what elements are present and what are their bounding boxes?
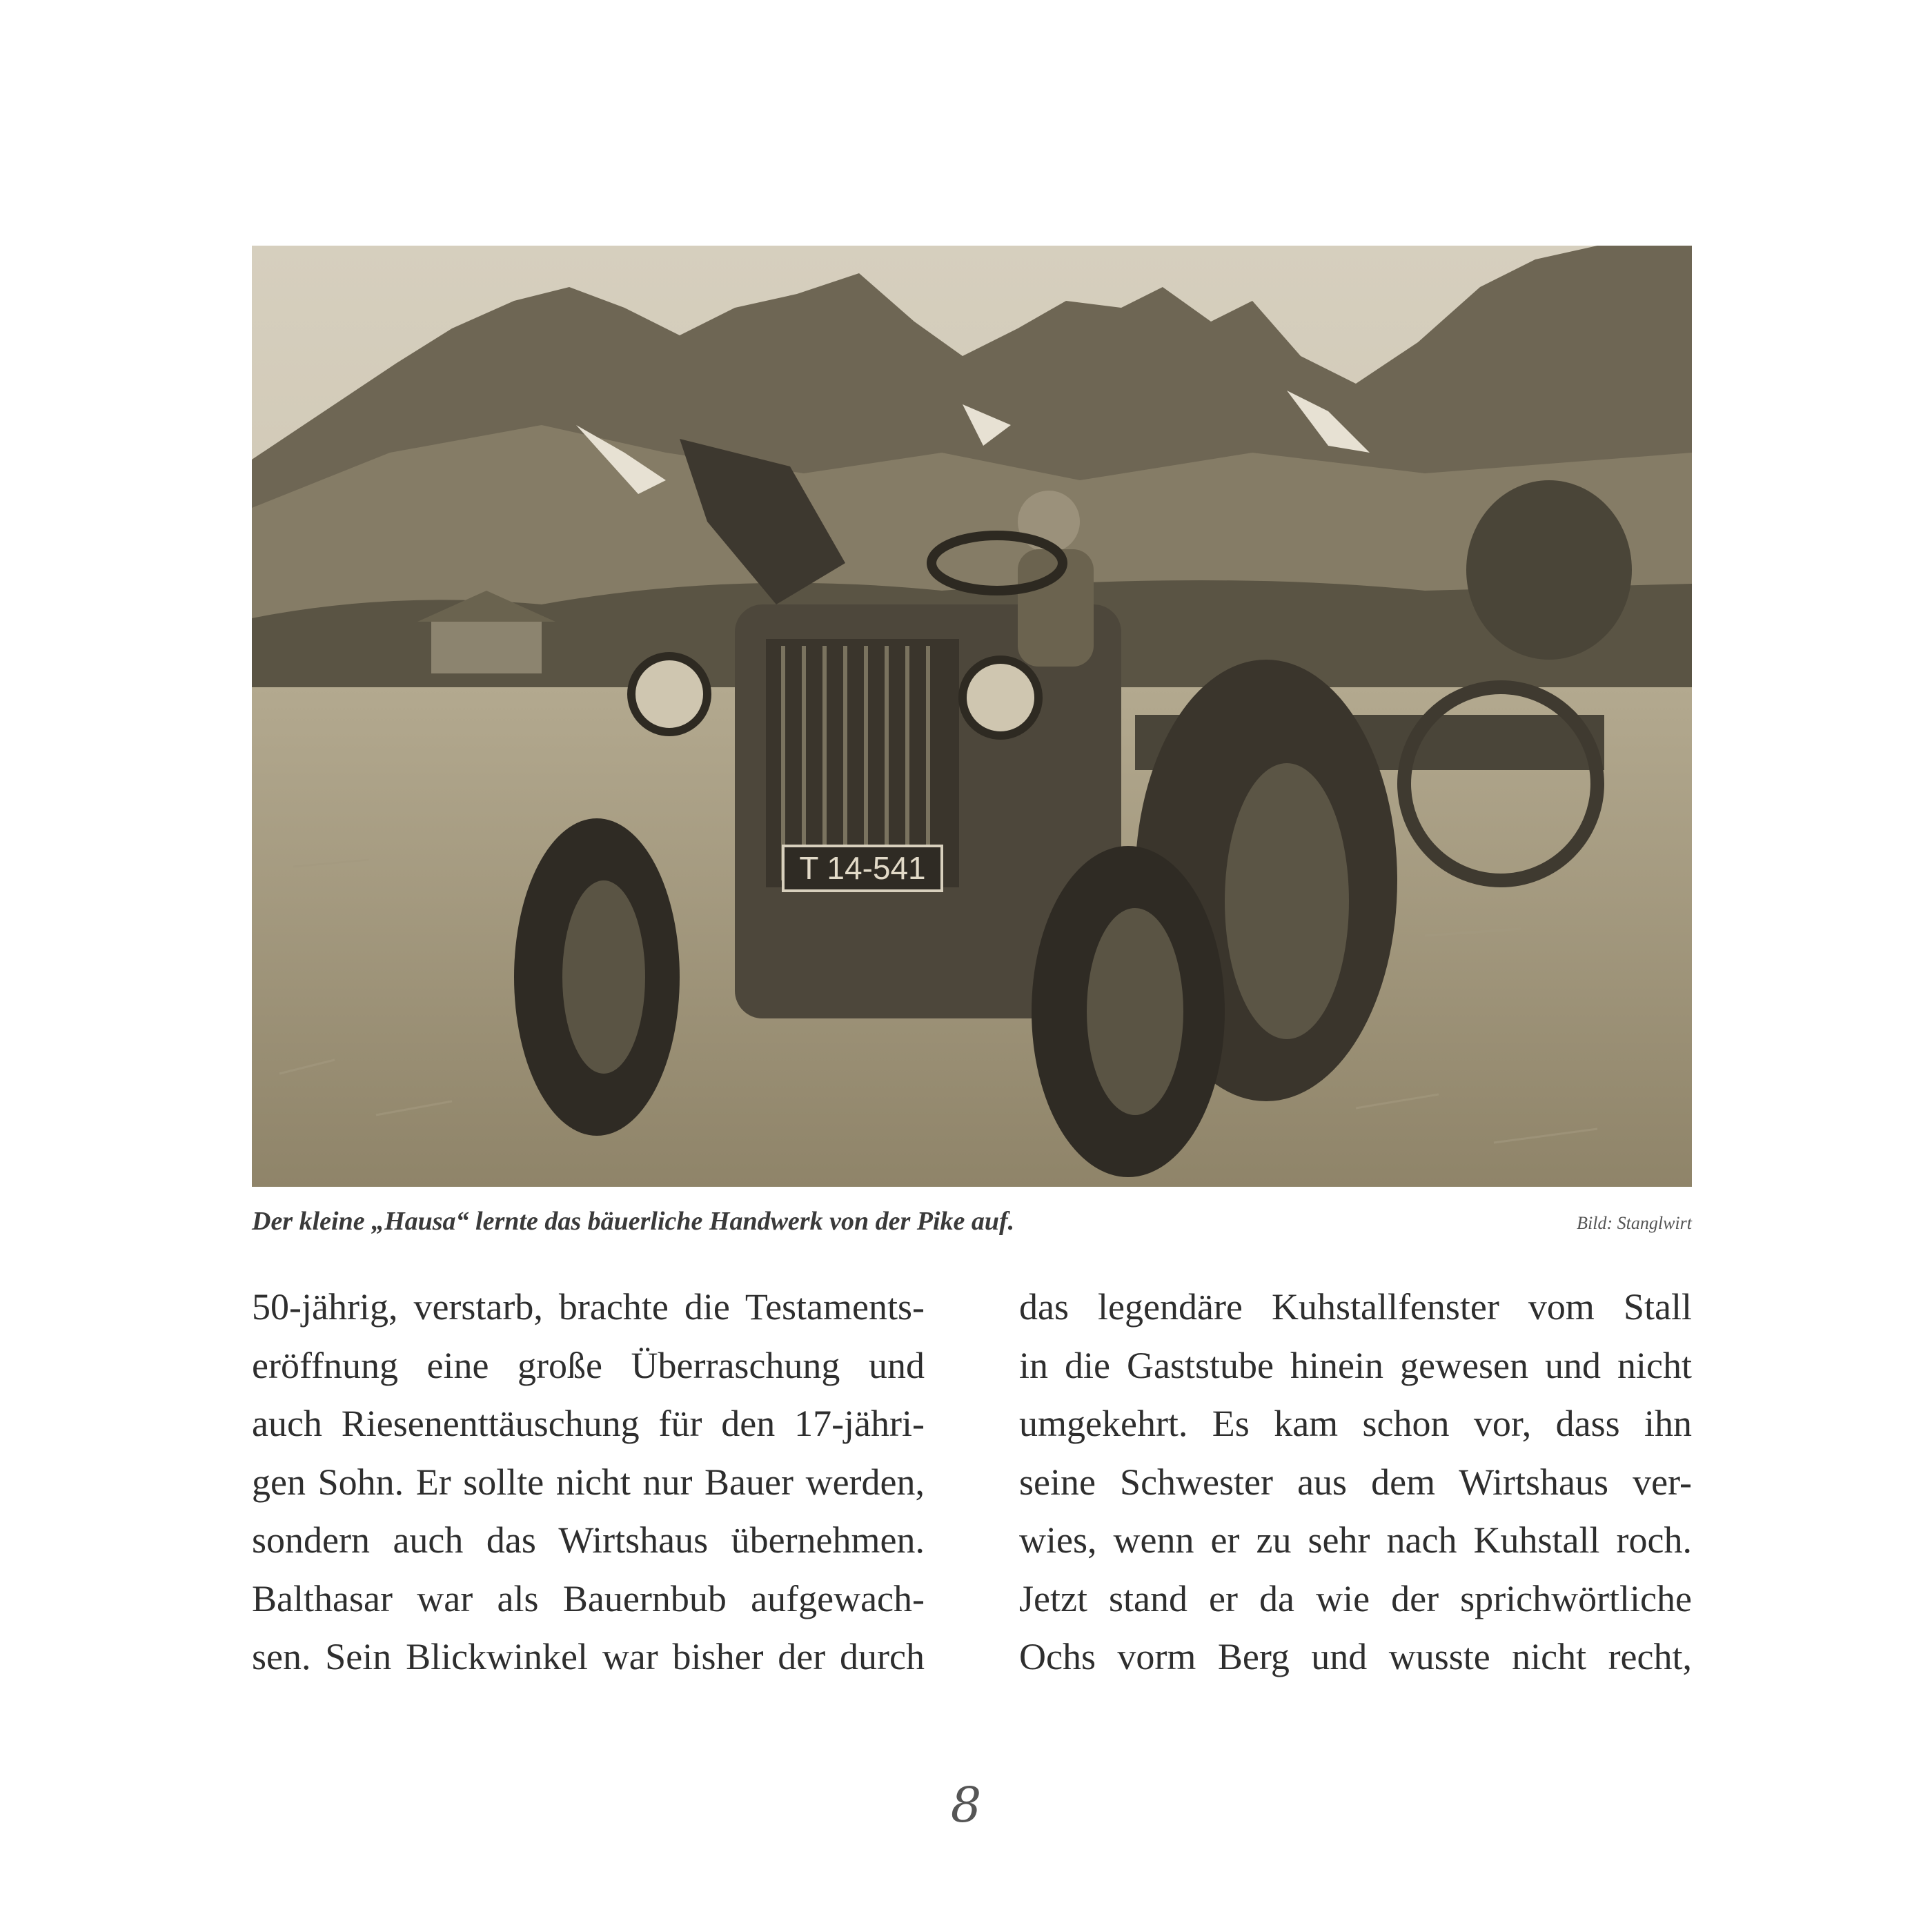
body-line: auch Riesenenttäuschung für den 17-jähri- [252,1403,925,1444]
body-line: wies, wenn er zu sehr nach Kuhstall roch. [1019,1519,1692,1561]
body-line: sondern auch das Wirtshaus übernehmen. [252,1519,925,1561]
photo-caption: Der kleine „Hausa“ lernte das bäuerliche Handwerk von der Pike auf. [252,1207,1015,1236]
sepia-photo-icon [252,246,1692,1187]
body-column-right [1019,1278,1692,1686]
body-line: Jetzt stand er da wie der sprichwörtliche [1019,1577,1692,1619]
body-line: in die Gaststube hinein gewesen und nicht [1019,1344,1692,1386]
body-line: Balthasar war als Bauernbub aufgewach- [252,1577,925,1619]
photo-tractor [252,246,1692,1187]
body-line: 50-jährig, verstarb, brachte die Testaments- [252,1286,925,1328]
body-line: umgekehrt. Es kam schon vor, dass ihn [1019,1403,1692,1444]
body-line: Ochs vorm Berg und wusste nicht recht, [1019,1636,1692,1677]
body-line: eröffnung eine große Überraschung und [252,1344,925,1386]
body-column-left [252,1278,925,1686]
body-line: gen Sohn. Er sollte nicht nur Bauer werden, [252,1461,925,1503]
body-line: sen. Sein Blickwinkel war bisher der durch [252,1636,925,1677]
body-line: das legendäre Kuhstallfenster vom Stall [1019,1286,1692,1328]
license-plate: T 14-541 [799,850,926,886]
page-number: 8 [950,1777,982,1833]
photo-credit: Bild: Stanglwirt [1577,1213,1692,1233]
body-line: seine Schwester aus dem Wirtshaus ver- [1019,1461,1692,1503]
